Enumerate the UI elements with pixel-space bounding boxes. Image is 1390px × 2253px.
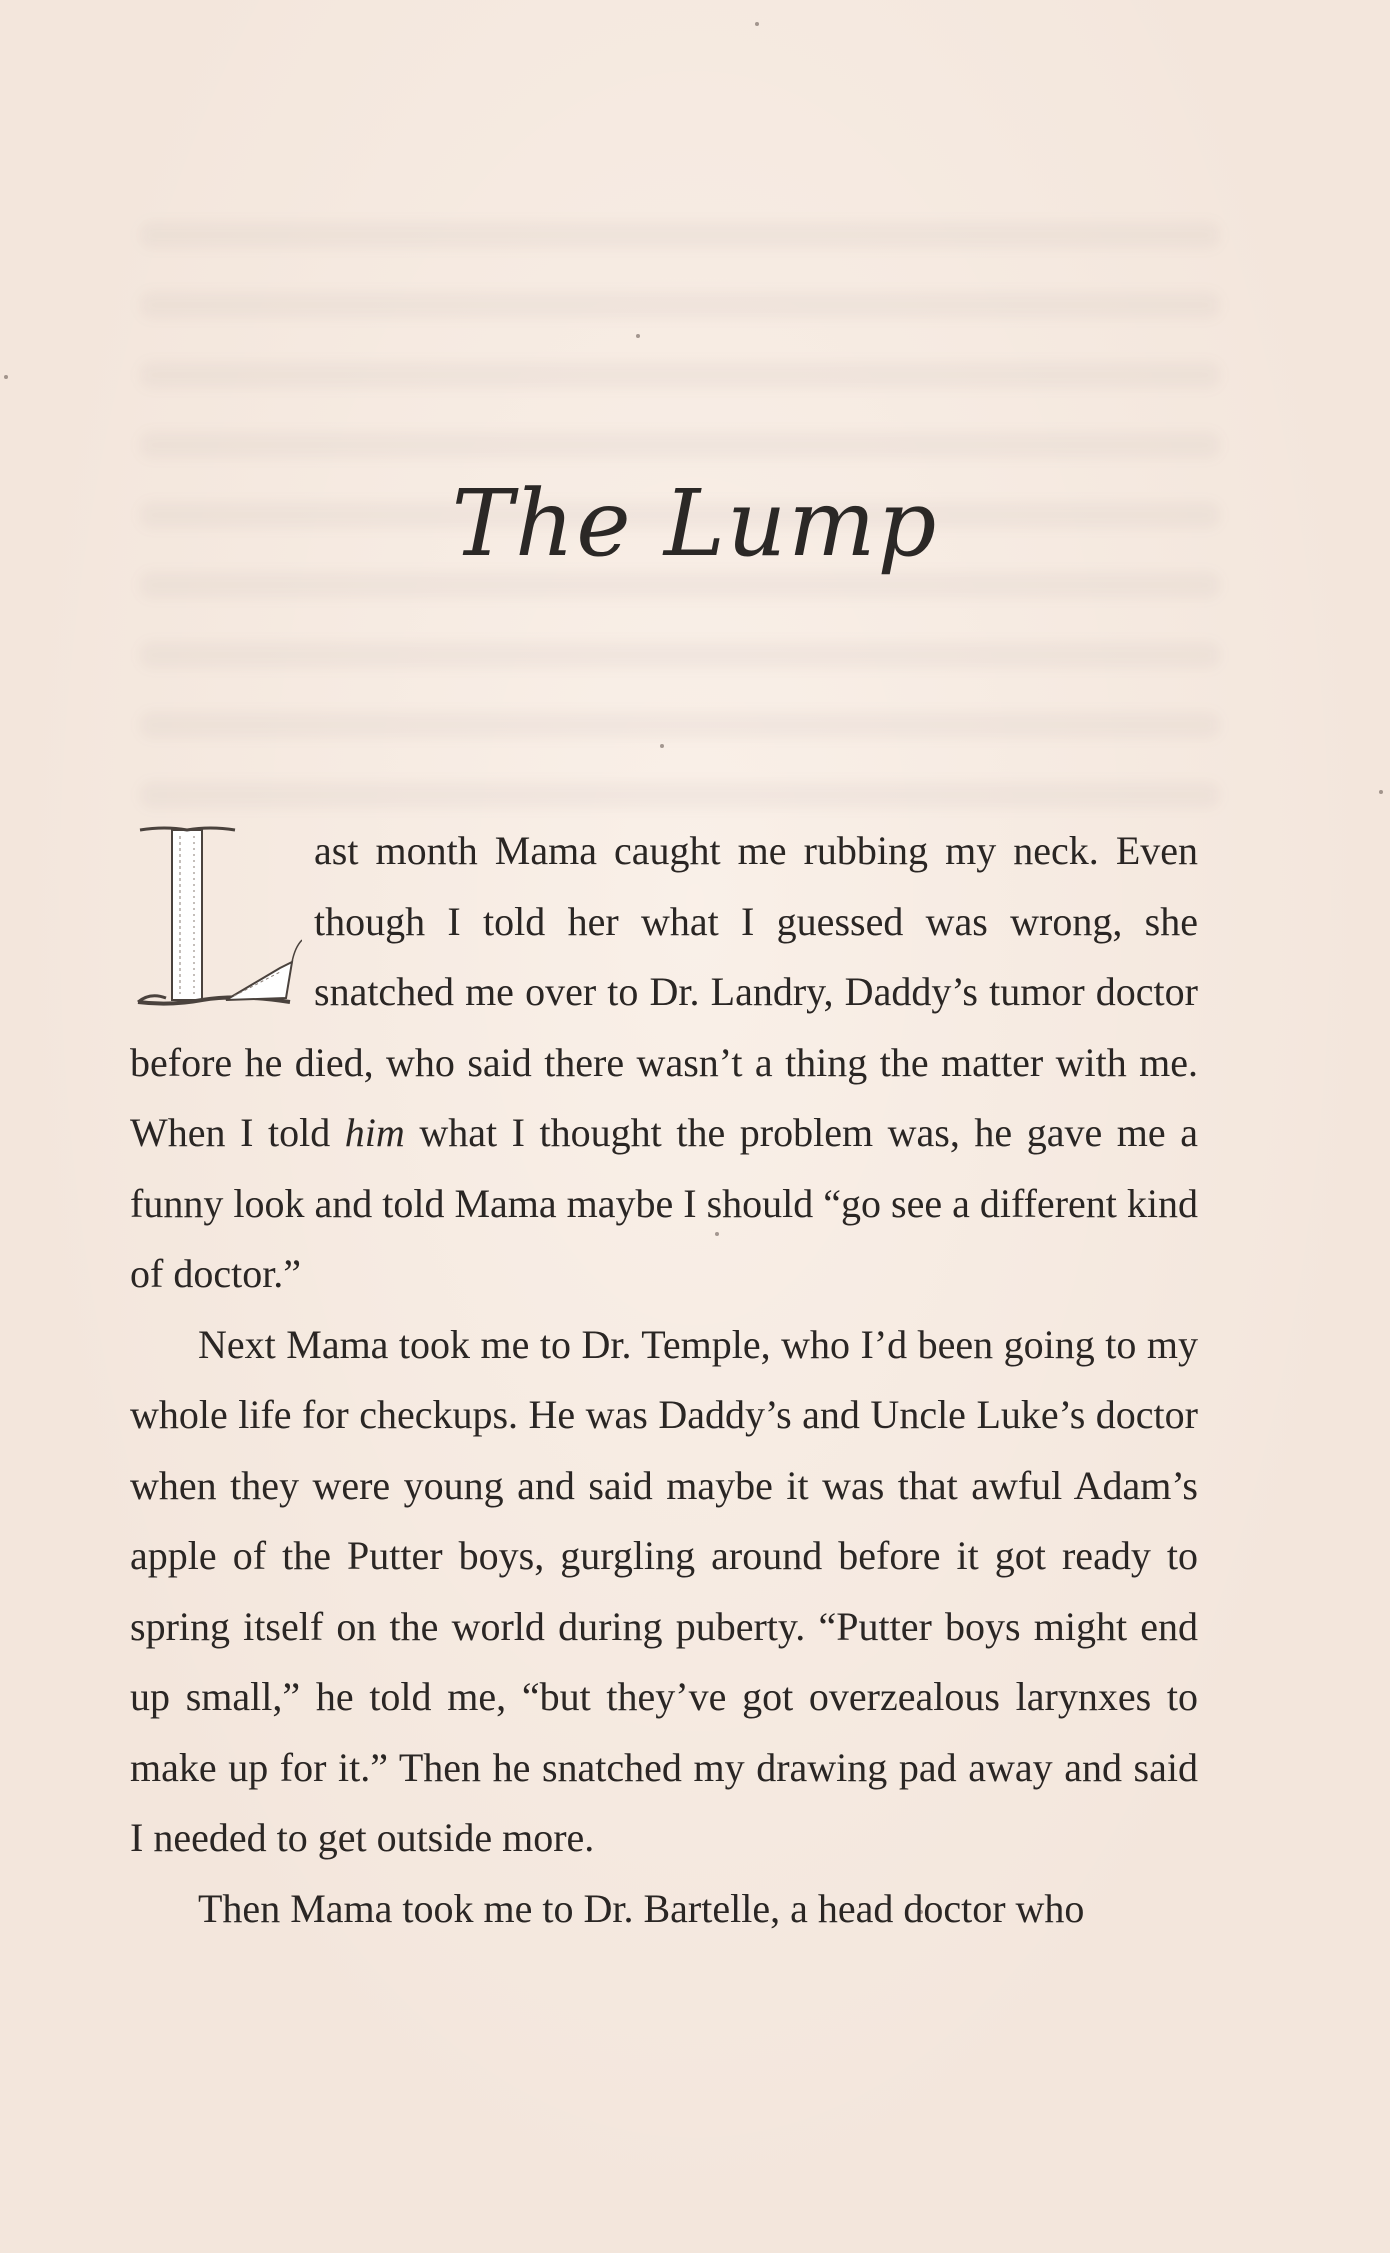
paragraph-1-text-end: what I thought the problem was, he gave me a funny look and told Mama maybe I should “go see a different kind of doctor.” — [130, 1110, 1198, 1296]
paragraph: Then Mama took me to Dr. Bartelle, a head doctor who — [198, 1885, 1085, 1931]
chapter-title: The Lump — [451, 470, 939, 577]
emphasis-text: him — [344, 1110, 405, 1155]
drop-cap — [130, 822, 302, 1016]
paragraph-1-text: ast month Mama caught me rubbing my neck. Even though I told her what I guessed was wrong, she snatched me over to Dr. Landry, Daddy’s tumor doctor before he died, who said there wasn’t a thing the matter with me. When I told — [130, 828, 1198, 1155]
chapter-body — [130, 816, 1198, 1944]
drop-cap-letter — [126, 804, 284, 1042]
paragraph — [130, 816, 1198, 1310]
paragraph: Next Mama took me to Dr. Temple, who I’d been going to my whole life for checkups. He was Daddy’s and Uncle Luke’s doctor when they were young and said maybe it was that awful Adam’s apple of the Putter boys, gurgling around before it got ready to spring itself on the world during puberty. “Putter boys might end up small,” he told me, “but they’ve got overzealous larynxes to make up for it.” Then he snatched my drawing pad away and said I needed to get outside more. — [130, 1321, 1198, 1860]
